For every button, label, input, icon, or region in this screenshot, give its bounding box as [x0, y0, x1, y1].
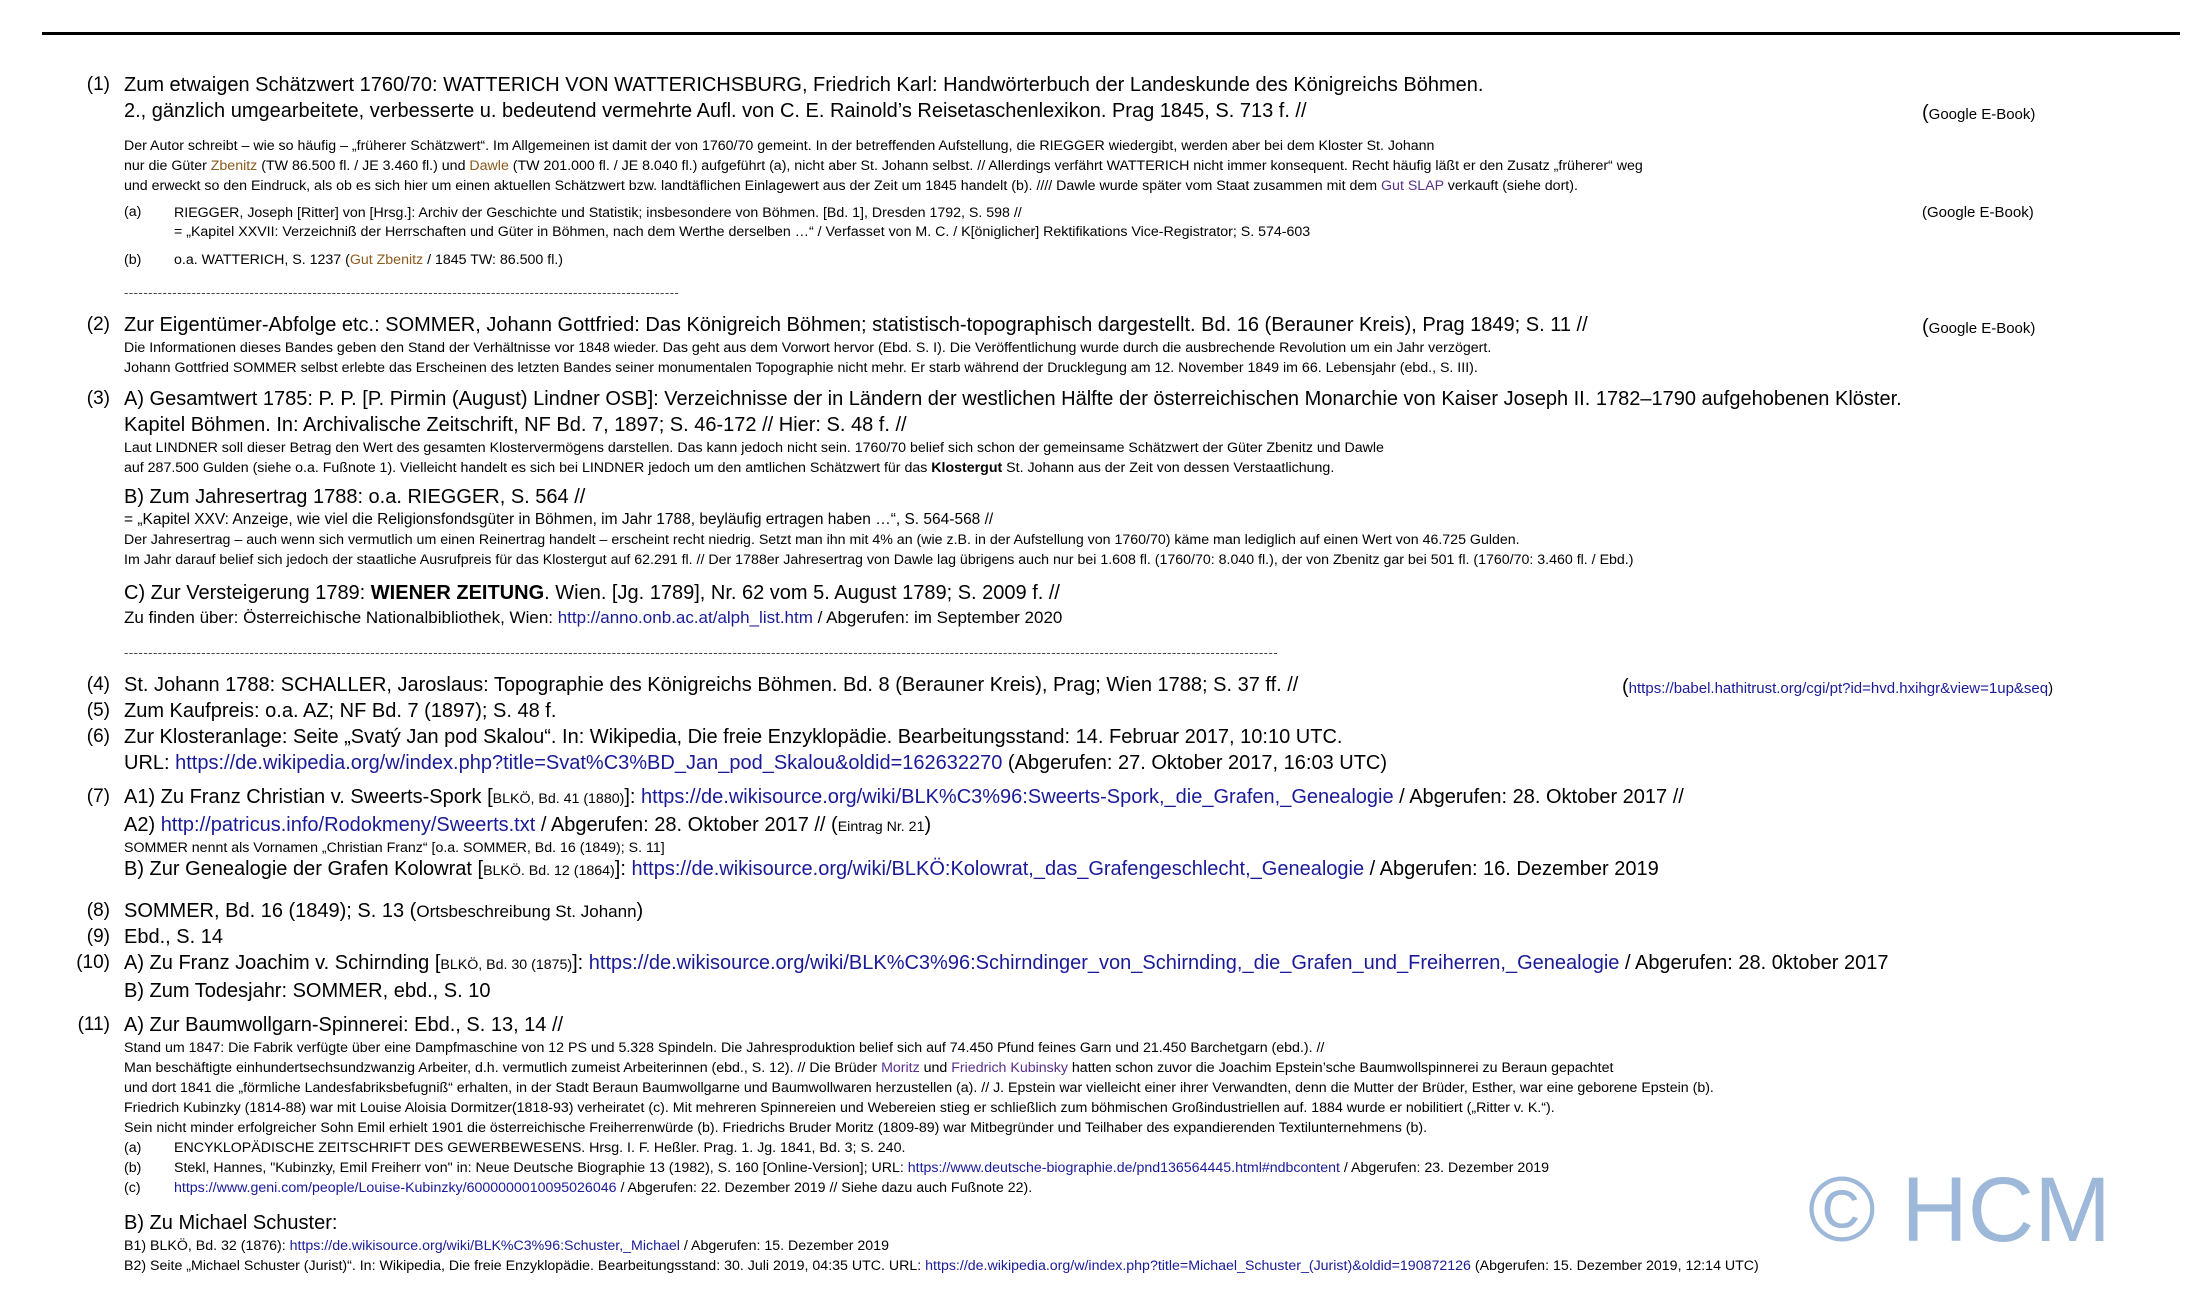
- footnote-2-para-2: Johann Gottfried SOMMER selbst erlebte das Erscheinen des letzten Bandes seiner monumentalen Topographie nicht mehr. Er starb während der Drucklegung am 12. November 1849 im 66. Lebensjahr (ebd., S. III).: [124, 360, 1478, 376]
- footnote-7-note: SOMMER nennt als Vornamen „Christian Franz“ [o.a. SOMMER, Bd. 16 (1849); S. 11]: [124, 840, 665, 856]
- footnote-3-para-2: auf 287.500 Gulden (siehe o.a. Fußnote 1). Vielleicht handelt es sich bei LINDNER jedoch um den amtlichen Schätzwert für das Klostergut St. Johann aus der Zeit von dessen Verstaatlichung.: [124, 460, 1335, 476]
- footnote-number: (9): [86, 926, 110, 947]
- footnote-3-line-2: Kapitel Böhmen. In: Archivalische Zeitschrift, NF Bd. 7, 1897; S. 46-172 // Hier: S. 48 f. //: [124, 414, 907, 436]
- footnote-9-line: Ebd., S. 14: [124, 926, 223, 948]
- link-gut-slap[interactable]: Gut SLAP: [1381, 178, 1444, 194]
- footnote-number: (7): [86, 786, 110, 807]
- footnote-number: (10): [76, 952, 110, 973]
- footnote-1-para-1: Der Autor schreibt – wie so häufig – „früherer Schätzwert“. Im Allgemeinen ist damit der von 1760/70 gemeint. In der betreffenden Aufstellung, die RIEGGER wiedergibt, werden aber bei dem Kloster St. Johann: [124, 138, 1435, 154]
- footnote-3-b-heading: B) Zum Jahresertrag 1788: o.a. RIEGGER, S. 564 //: [124, 486, 586, 508]
- footnote-3-b-para-1: Der Jahresertrag – auch wenn sich vermutlich um einen Reinertrag handelt – erscheint recht niedrig. Setzt man ihn mit 4% an (wie z.B. in der Aufstellung von 1760/70) käme man lediglich auf einen Wert von 46.725 Gulden.: [124, 532, 1520, 548]
- footnote-7-a1: A1) Zu Franz Christian v. Sweerts-Spork [BLKÖ, Bd. 41 (1880)]: https://de.wikisource.org/wiki/BLK%C3%96:Sweerts-Spork,_die_Grafen,_Genealogie / Abgerufen: 28. Oktober 2017 //: [124, 786, 1684, 808]
- footnote-number: (2): [86, 314, 110, 335]
- footnote-10-b: B) Zum Todesjahr: SOMMER, ebd., S. 10: [124, 980, 491, 1002]
- footnote-3-c-line: Zu finden über: Österreichische Nationalbibliothek, Wien: http://anno.onb.ac.at/alph_list.htm / Abgerufen: im September 2020: [124, 608, 1063, 627]
- footnote-2-para-1: Die Informationen dieses Bandes geben den Stand der Verhältnisse vor 1848 wieder. Das geht aus dem Vorwort hervor (Ebd. S. I). Die Veröffentlichung wurde durch die ausbrechende Revolution um ein Jahr verzögert.: [124, 340, 1492, 356]
- footnote-11-b2: B2) Seite „Michael Schuster (Jurist)“. In: Wikipedia, Die freie Enzyklopädie. Bearbeitungsstand: 30. Juli 2019, 04:35 UTC. URL: https://de.wikipedia.org/w/index.php?title=Michael_Schuster_(Jurist)&oldid=190872126 (Abgerufen: 15. Dezember 2019, 12:14 UTC): [124, 1258, 1759, 1274]
- link-wikisource-schuster[interactable]: https://de.wikisource.org/wiki/BLK%C3%96:Schuster,_Michael: [289, 1238, 680, 1254]
- footnote-1-sub-b: (b) o.a. WATTERICH, S. 1237 (Gut Zbenitz / 1845 TW: 86.500 fl.): [124, 252, 564, 268]
- footnote-11-source-c: (c) https://www.geni.com/people/Louise-Kubinzky/6000000010095026046 / Abgerufen: 22. Dezember 2019 // Siehe dazu auch Fußnote 22).: [124, 1180, 1033, 1196]
- footnote-number: (6): [86, 726, 110, 747]
- google-ebook-source: (Google E-Book): [1922, 102, 2036, 124]
- top-rule: [42, 32, 2180, 35]
- link-dawle[interactable]: Dawle: [469, 158, 509, 174]
- footnote-11-b1: B1) BLKÖ, Bd. 32 (1876): https://de.wikisource.org/wiki/BLK%C3%96:Schuster,_Michael / Abgerufen: 15. Dezember 2019: [124, 1238, 889, 1254]
- link-anno-onb[interactable]: http://anno.onb.ac.at/alph_list.htm: [557, 608, 813, 627]
- hathitrust-source: (https://babel.hathitrust.org/cgi/pt?id=hvd.hxihgr&view=1up&seq): [1622, 676, 2054, 698]
- footnote-number: (11): [77, 1014, 110, 1035]
- footnote-11-para-1: Stand um 1847: Die Fabrik verfügte über eine Dampfmaschine von 12 PS und 5.328 Spindeln. Die Jahresproduktion belief sich auf 74.450 Pfund feines Garn und 21.450 Barchetgarn (ebd.). //: [124, 1040, 1325, 1056]
- footnote-1-sub-a: (a) RIEGGER, Joseph [Ritter] von [Hrsg.]: Archiv der Geschichte und Statistik; insbesondere von Böhmen. [Bd. 1], Dresden 1792, S. 598 // = „Kapitel XXVII: Verzeichniß der Herrschaften und Güter in Böhmen, nach dem Werthe derselben …“ / Verfasset von M. C. / K[öniglicher] Rektifikations Vice-Registrator; S. 574-603: [124, 204, 1311, 240]
- footnote-2-line-1: Zur Eigentümer-Abfolge etc.: SOMMER, Johann Gottfried: Das Königreich Böhmen; statistisch-topographisch dargestellt. Bd. 16 (Berauner Kreis), Prag 1849; S. 11 //: [124, 314, 1588, 336]
- footnote-11-para-2: Man beschäftigte einhundertsechsundzwanzig Arbeiter, d.h. vermutlich zumeist Arbeiterinnen (ebd., S. 12). // Die Brüder Moritz und Friedrich Kubinsky hatten schon zuvor die Joachim Epstein’sche Baumwollspinnerei zu Beraun gepachtet: [124, 1060, 1614, 1076]
- footnote-1-line-1: Zum etwaigen Schätzwert 1760/70: WATTERICH VON WATTERICHSBURG, Friedrich Karl: Handwörterbuch der Landeskunde des Königreichs Böhmen.: [124, 74, 1484, 96]
- footnote-11-source-a: (a) ENCYKLOPÄDISCHE ZEITSCHRIFT DES GEWERBEWESENS. Hrsg. I. F. Heßler. Prag. 1. Jg. 1841, Bd. 3; S. 240.: [124, 1140, 906, 1156]
- footnote-3-line-1: A) Gesamtwert 1785: P. P. [P. Pirmin (August) Lindner OSB]: Verzeichnisse der in Ländern der westlichen Hälfte der österreichischen Monarchie von Kaiser Joseph II. 1782–1790 aufgehobenen Klöster.: [124, 388, 1902, 410]
- footnote-4-line: St. Johann 1788: SCHALLER, Jaroslaus: Topographie des Königreichs Böhmen. Bd. 8 (Berauner Kreis), Prag; Wien 1788; S. 37 ff. //: [124, 674, 1299, 696]
- link-wikisource-sweerts[interactable]: https://de.wikisource.org/wiki/BLK%C3%96:Sweerts-Spork,_die_Grafen,_Genealogie: [641, 786, 1394, 808]
- separator-2: -----------------------------------------------------------------------------------------------------------------------------------------------------------------------------------------------------------------------------------------------: [124, 645, 1279, 660]
- separator-1: -------------------------------------------------------------------------------------------------------------------: [124, 285, 680, 300]
- footnote-number: (4): [86, 674, 110, 695]
- footnote-5-line: Zum Kaufpreis: o.a. AZ; NF Bd. 7 (1897); S. 48 f.: [124, 700, 557, 722]
- footnote-11-para-4: Friedrich Kubinzky (1814-88) war mit Louise Aloisia Dormitzer(1818-93) verheiratet (c). Mit mehreren Spinnereien und Webereien stieg er schließlich zum böhmischen Großindustriellen auf. 1884 wurde er nobilitiert („Ritter v. K.“).: [124, 1100, 1555, 1116]
- hcm-copyright-watermark: © HCM: [1808, 1159, 2111, 1261]
- footnote-10-a: A) Zu Franz Joachim v. Schirnding [BLKÖ, Bd. 30 (1875)]: https://de.wikisource.org/wiki/BLK%C3%96:Schirndinger_von_Schirnding,_die_Grafen_und_Freiherren,_Genealogie / Abgerufen: 28. 0ktober 2017: [124, 952, 1889, 974]
- link-moritz[interactable]: Moritz: [881, 1060, 920, 1076]
- footnote-11-a-heading: A) Zur Baumwollgarn-Spinnerei: Ebd., S. 13, 14 //: [124, 1014, 564, 1036]
- link-deutsche-biographie[interactable]: https://www.deutsche-biographie.de/pnd136564445.html#ndbcontent: [907, 1160, 1340, 1176]
- footnote-number: (1): [86, 74, 110, 95]
- footnote-11-source-b: (b) Stekl, Hannes, "Kubinzky, Emil Freiherr von" in: Neue Deutsche Biographie 13 (1982), S. 160 [Online-Version]; URL: https://www.deutsche-biographie.de/pnd136564445.html#ndbcontent / Abgerufen: 23. Dezember 2019: [124, 1160, 1549, 1176]
- link-geni-louise-kubinzky[interactable]: https://www.geni.com/people/Louise-Kubinzky/6000000010095026046: [174, 1180, 617, 1196]
- footnote-number: (8): [86, 900, 110, 921]
- footnote-7-a2: A2) http://patricus.info/Rodokmeny/Sweerts.txt / Abgerufen: 28. Oktober 2017 // (Eintrag Nr. 21): [124, 814, 932, 836]
- link-zbenitz[interactable]: Zbenitz: [210, 158, 258, 174]
- link-wikipedia-svaty-jan[interactable]: https://de.wikipedia.org/w/index.php?title=Svat%C3%BD_Jan_pod_Skalou&oldid=162632270: [175, 752, 1003, 774]
- footnote-3-para-1: Laut LINDNER soll dieser Betrag den Wert des gesamten Klostervermögens darstellen. Das kann jedoch nicht sein. 1760/70 belief sich schon der gemeinsame Schätzwert der Güter Zbenitz und Dawle: [124, 440, 1384, 456]
- link-hathitrust[interactable]: https://babel.hathitrust.org/cgi/pt?id=hvd.hxihgr&view=1up&seq: [1628, 680, 2049, 697]
- footnote-8-line: SOMMER, Bd. 16 (1849); S. 13 (Ortsbeschreibung St. Johann): [124, 900, 644, 922]
- footnote-1-para-3: und erweckt so den Eindruck, als ob es sich hier um einen aktuellen Schätzwert bzw. landtäflichen Einlagewert aus der Zeit um 1845 handelt (b). //// Dawle wurde später vom Staat zusammen mit dem Gut SLAP verkauft (siehe dort).: [124, 178, 1578, 194]
- link-gut-zbenitz[interactable]: Gut Zbenitz: [349, 252, 424, 268]
- footnote-3-c-heading: C) Zur Versteigerung 1789: WIENER ZEITUNG. Wien. [Jg. 1789], Nr. 62 vom 5. August 1789; S. 2009 f. //: [124, 582, 1060, 604]
- footnote-number: (3): [86, 388, 110, 409]
- link-wikisource-kolowrat[interactable]: https://de.wikisource.org/wiki/BLKÖ:Kolowrat,_das_Grafengeschlecht,_Genealogie: [631, 858, 1365, 880]
- google-ebook-source: (Google E-Book): [1922, 316, 2036, 338]
- footnote-1-line-2: 2., gänzlich umgearbeitete, verbesserte u. bedeutend vermehrte Aufl. von C. E. Rainold’s Reisetaschenlexikon. Prag 1845, S. 713 f. //: [124, 100, 1307, 122]
- footnote-11-para-3: und dort 1841 die „förmliche Landesfabriksbefugniß“ erhalten, in der Stadt Beraun Baumwollgarne und Baumwollwaren herzustellen (a). // J. Epstein war vielleicht einer ihrer Verwandten, denn die Mutter der Brüder, Esther, war eine geborene Epstein (b).: [124, 1080, 1714, 1096]
- footnote-11-para-5: Sein nicht minder erfolgreicher Sohn Emil erhielt 1901 die österreichische Freiherrenwürde (b). Friedrichs Bruder Moritz (1809-89) war Mitbegründer und Teilhaber des expandierenden Textilunternehmens (b).: [124, 1120, 1428, 1136]
- link-wikisource-schirnding[interactable]: https://de.wikisource.org/wiki/BLK%C3%96:Schirndinger_von_Schirnding,_die_Grafen_und_Freiherren,_Genealogie: [588, 952, 1620, 974]
- footnote-1-para-2: nur die Güter Zbenitz (TW 86.500 fl. / JE 3.460 fl.) und Dawle (TW 201.000 fl. / JE 8.040 fl.) aufgeführt (a), nicht aber St. Johann selbst. // Allerdings verfährt WATTERICH nicht immer konsequent. Recht häufig läßt er den Zusatz „früherer“ weg: [124, 158, 1643, 174]
- google-ebook-source-a: (Google E-Book): [1922, 204, 2034, 221]
- footnote-7-b: B) Zur Genealogie der Grafen Kolowrat [BLKÖ. Bd. 12 (1864)]: https://de.wikisource.org/wiki/BLKÖ:Kolowrat,_das_Grafengeschlecht,_Genealogie / Abgerufen: 16. Dezember 2019: [124, 858, 1659, 880]
- footnote-3-b-para-2: Im Jahr darauf belief sich jedoch der staatliche Ausrufpreis für das Klostergut auf 62.291 fl. // Der 1788er Jahresertrag von Dawle lag übrigens auch nur bei 1.608 fl. (1760/70: 8.040 fl.), der von Zbenitz gar bei 501 fl. (1760/70: 3.460 fl. / Ebd.): [124, 552, 1634, 568]
- footnote-3-b-line-1: = „Kapitel XXV: Anzeige, wie viel die Religionsfondsgüter in Böhmen, im Jahr 1788, beyläufig ertragen haben …“, S. 564-568 //: [124, 511, 994, 528]
- link-wikipedia-schuster[interactable]: https://de.wikipedia.org/w/index.php?title=Michael_Schuster_(Jurist)&oldid=190872126: [925, 1258, 1471, 1274]
- footnote-number: (5): [86, 700, 110, 721]
- footnote-6-line-2: URL: https://de.wikipedia.org/w/index.php?title=Svat%C3%BD_Jan_pod_Skalou&oldid=162632270 (Abgerufen: 27. Oktober 2017, 16:03 UTC): [124, 752, 1388, 774]
- link-patricus-sweerts[interactable]: http://patricus.info/Rodokmeny/Sweerts.txt: [160, 814, 536, 836]
- link-friedrich-kubinsky[interactable]: Friedrich Kubinsky: [951, 1060, 1068, 1076]
- footnote-6-line-1: Zur Klosteranlage: Seite „Svatý Jan pod Skalou“. In: Wikipedia, Die freie Enzyklopädie. Bearbeitungsstand: 14. Februar 2017, 10:10 UTC.: [124, 726, 1343, 748]
- footnote-11-b-heading: B) Zu Michael Schuster:: [124, 1212, 338, 1234]
